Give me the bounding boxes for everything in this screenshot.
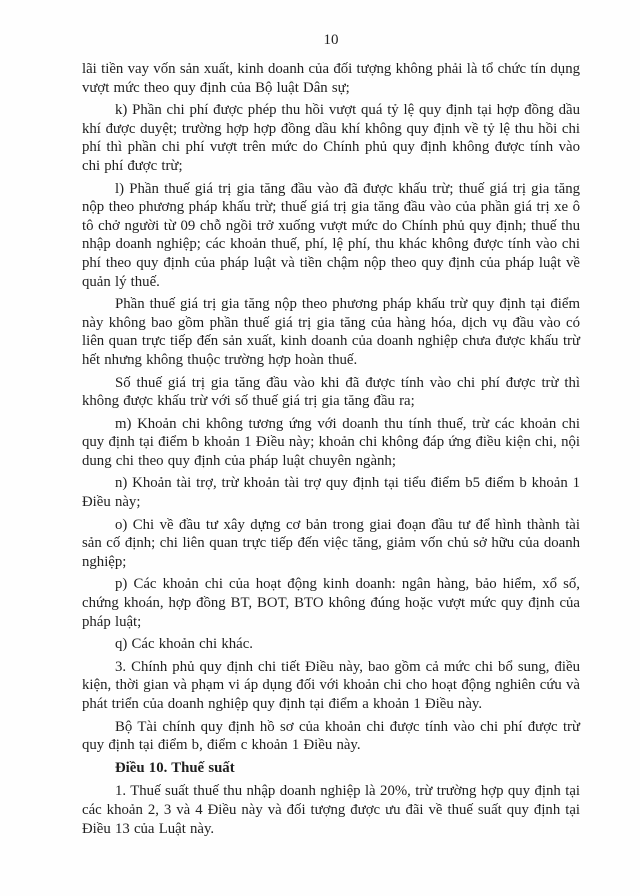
clause-3-paragraph: 3. Chính phủ quy định chi tiết Điều này, bao gồm cả mức chi bổ sung, điều kiện, thời gian và phạm vi áp dụng đối với khoản chi cho hoạt động nghiên cứu và phát triển của doanh nghiệp quy định tại điểm a khoản 1 Điều này.	[82, 658, 580, 712]
vat-output-paragraph: Số thuế giá trị gia tăng đầu vào khi đã được tính vào chi phí được trừ thì không được khấu trừ với số thuế giá trị gia tăng đầu ra;	[82, 374, 580, 410]
document-body	[82, 60, 580, 838]
vat-scope-paragraph: Phần thuế giá trị gia tăng nộp theo phương pháp khấu trừ quy định tại điểm này không bao gồm phần thuế giá trị gia tăng của hàng hóa, dịch vụ đầu vào có liên quan trực tiếp đến sản xuất, kinh doanh của doanh nghiệp chưa được khấu trừ hết nhưng không thuộc trường hợp hoàn thuế.	[82, 296, 580, 368]
item-k-paragraph: k) Phần chi phí được phép thu hồi vượt quá tỷ lệ quy định tại hợp đồng dầu khí được duyệt; trường hợp hợp đồng dầu khí không quy định về tỷ lệ thu hồi chi phí thì phần chi phí vượt trên mức do Chính phủ quy định không được tính vào chi phí được trừ;	[82, 102, 580, 174]
item-p-paragraph: p) Các khoản chi của hoạt động kinh doanh: ngân hàng, bảo hiểm, xổ số, chứng khoán, hợp đồng BT, BOT, BTO không đúng hoặc vượt mức quy định của pháp luật;	[82, 576, 580, 630]
item-o-paragraph: o) Chi về đầu tư xây dựng cơ bản trong giai đoạn đầu tư để hình thành tài sản cố định; chi liên quan trực tiếp đến việc tăng, giảm vốn chủ sở hữu của doanh nghiệp;	[82, 516, 580, 570]
item-l-paragraph: l) Phần thuế giá trị gia tăng đầu vào đã được khấu trừ; thuế giá trị gia tăng nộp theo phương pháp khấu trừ; thuế giá trị gia tăng đầu vào của phần giá trị xe ô tô chở người từ 09 chỗ ngồi trở xuống vượt mức do Chính phủ quy định; thuế thu nhập doanh nghiệp; các khoản thuế, phí, lệ phí, thu khác không được tính vào chi phí theo quy định của pháp luật và tiền chậm nộp theo quy định của pháp luật về quản lý thuế.	[82, 180, 580, 290]
item-q-paragraph: q) Các khoản chi khác.	[115, 636, 253, 653]
article-10-heading: Điều 10. Thuế suất	[115, 759, 235, 776]
item-m-paragraph: m) Khoản chi không tương ứng với doanh thu tính thuế, trừ các khoản chi quy định tại điểm b khoản 1 Điều này; khoản chi không đáp ứng điều kiện chi, nội dung chi theo quy định của pháp luật chuyên ngành;	[82, 415, 580, 469]
clause-1-paragraph: 1. Thuế suất thuế thu nhập doanh nghiệp là 20%, trừ trường hợp quy định tại các khoản 2, 3 và 4 Điều này và đối tượng được ưu đãi về thuế suất quy định tại Điều 13 của Luật này.	[82, 783, 580, 837]
item-n-paragraph: n) Khoản tài trợ, trừ khoản tài trợ quy định tại tiểu điểm b5 điểm b khoản 1 Điều này;	[82, 475, 580, 511]
ministry-finance-paragraph: Bộ Tài chính quy định hồ sơ của khoản chi được tính vào chi phí được trừ quy định tại điểm b, điểm c khoản 1 Điều này.	[82, 718, 580, 754]
continuation-paragraph: lãi tiền vay vốn sản xuất, kinh doanh của đối tượng không phải là tổ chức tín dụng vượt mức theo quy định của Bộ luật Dân sự;	[82, 61, 580, 96]
page-number: 10	[323, 32, 339, 48]
